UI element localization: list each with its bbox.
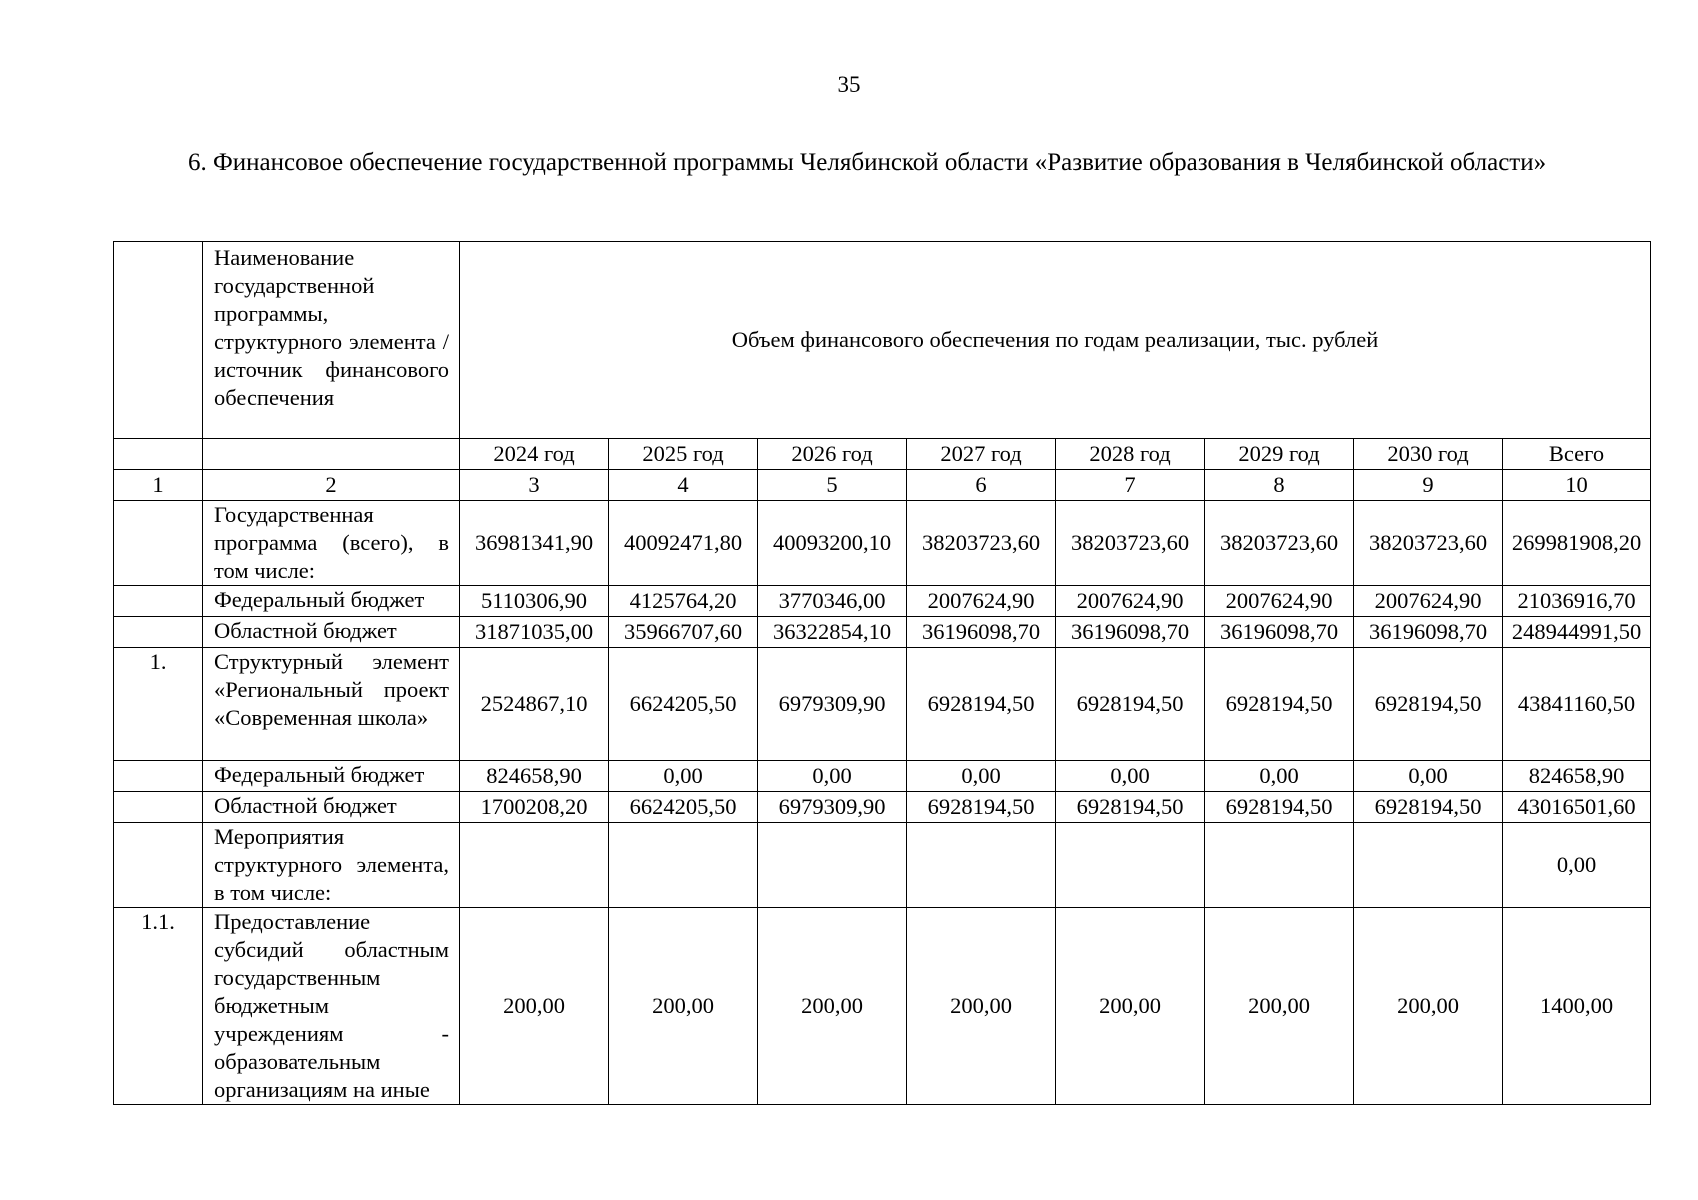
table-row	[114, 648, 1651, 761]
row-total: 269981908,20	[1503, 501, 1651, 586]
row-total: 824658,90	[1503, 761, 1651, 792]
row-value: 0,00	[907, 761, 1056, 792]
row-number: 1.	[114, 648, 203, 761]
row-value: 200,00	[460, 908, 609, 1105]
row-number: 1.1.	[114, 908, 203, 1105]
row-value	[1354, 823, 1503, 908]
row-total: 0,00	[1503, 823, 1651, 908]
column-number: 6	[907, 470, 1056, 501]
row-total: 248944991,50	[1503, 617, 1651, 648]
row-value: 200,00	[1056, 908, 1205, 1105]
row-value: 6928194,50	[1354, 792, 1503, 823]
year-header: 2024 год	[460, 439, 609, 470]
header-volume-cell: Объем финансового обеспечения по годам реализации, тыс. рублей	[460, 242, 1651, 439]
row-value: 36196098,70	[907, 617, 1056, 648]
row-value	[609, 823, 758, 908]
year-header: 2025 год	[609, 439, 758, 470]
row-total: 21036916,70	[1503, 586, 1651, 617]
page-number: 35	[837, 72, 861, 97]
row-name: Областной бюджет	[203, 792, 460, 823]
row-value: 200,00	[1354, 908, 1503, 1105]
financing-table	[113, 241, 1651, 1105]
column-number: 7	[1056, 470, 1205, 501]
row-value: 824658,90	[460, 761, 609, 792]
row-value: 2007624,90	[1354, 586, 1503, 617]
row-value: 2007624,90	[1205, 586, 1354, 617]
table-row	[114, 792, 1651, 823]
table-row	[114, 501, 1651, 586]
row-name: Мероприятия структурного элемента, в том числе:	[203, 823, 460, 908]
row-name: Федеральный бюджет	[203, 761, 460, 792]
table-row	[114, 586, 1651, 617]
header-row-main	[114, 242, 1651, 439]
row-value: 6928194,50	[1056, 648, 1205, 761]
row-value: 40092471,80	[609, 501, 758, 586]
row-number	[114, 792, 203, 823]
row-name: Структурный элемент «Региональный проект «Современная школа»	[203, 648, 460, 761]
row-value	[907, 823, 1056, 908]
row-number	[114, 761, 203, 792]
row-value: 0,00	[1354, 761, 1503, 792]
row-number	[114, 586, 203, 617]
row-value: 40093200,10	[758, 501, 907, 586]
row-value	[1205, 823, 1354, 908]
row-value: 3770346,00	[758, 586, 907, 617]
year-header: 2026 год	[758, 439, 907, 470]
row-name: Государственная программа (всего), в том числе:	[203, 501, 460, 586]
row-value: 38203723,60	[907, 501, 1056, 586]
row-total: 43841160,50	[1503, 648, 1651, 761]
table-row	[114, 823, 1651, 908]
row-value: 5110306,90	[460, 586, 609, 617]
row-value: 200,00	[609, 908, 758, 1105]
row-number	[114, 501, 203, 586]
row-value: 200,00	[907, 908, 1056, 1105]
row-value: 31871035,00	[460, 617, 609, 648]
row-value: 6624205,50	[609, 648, 758, 761]
row-value: 6979309,90	[758, 792, 907, 823]
row-name: Федеральный бюджет	[203, 586, 460, 617]
year-header: 2030 год	[1354, 439, 1503, 470]
row-value: 6928194,50	[1056, 792, 1205, 823]
row-name: Областной бюджет	[203, 617, 460, 648]
year-header: 2027 год	[907, 439, 1056, 470]
year-header: 2028 год	[1056, 439, 1205, 470]
row-total: 43016501,60	[1503, 792, 1651, 823]
row-value: 36196098,70	[1354, 617, 1503, 648]
row-value: 36196098,70	[1205, 617, 1354, 648]
column-number: 5	[758, 470, 907, 501]
row-value: 0,00	[1056, 761, 1205, 792]
row-value: 200,00	[758, 908, 907, 1105]
table-row	[114, 617, 1651, 648]
header-empty-cell	[203, 439, 460, 470]
table-row	[114, 761, 1651, 792]
row-number	[114, 617, 203, 648]
row-value: 2007624,90	[1056, 586, 1205, 617]
row-value	[460, 823, 609, 908]
row-number	[114, 823, 203, 908]
header-empty-cell	[114, 242, 203, 439]
row-value: 6624205,50	[609, 792, 758, 823]
row-value: 2007624,90	[907, 586, 1056, 617]
row-name: Предоставление субсидий областным государственным бюджетным учреждениям - образовательным организациям на иные	[203, 908, 460, 1105]
row-value: 38203723,60	[1056, 501, 1205, 586]
table-row	[114, 908, 1651, 1105]
row-value: 36981341,90	[460, 501, 609, 586]
header-name-cell: Наименование государственной программы, структурного элемента / источник финансового обеспечения	[203, 242, 460, 439]
row-value: 6928194,50	[1205, 792, 1354, 823]
column-number: 10	[1503, 470, 1651, 501]
row-value: 1700208,20	[460, 792, 609, 823]
row-value	[758, 823, 907, 908]
row-value: 36196098,70	[1056, 617, 1205, 648]
row-value	[1056, 823, 1205, 908]
row-value: 6928194,50	[907, 792, 1056, 823]
row-value: 2524867,10	[460, 648, 609, 761]
section-heading: 6. Финансовое обеспечение государственной программы Челябинской области «Развитие образования в Челябинской области»	[188, 149, 1547, 176]
row-value: 6928194,50	[1354, 648, 1503, 761]
row-value: 6979309,90	[758, 648, 907, 761]
column-number: 2	[203, 470, 460, 501]
row-value: 38203723,60	[1354, 501, 1503, 586]
header-empty-cell	[114, 439, 203, 470]
row-value: 0,00	[758, 761, 907, 792]
row-value: 0,00	[609, 761, 758, 792]
row-value: 36322854,10	[758, 617, 907, 648]
column-number: 8	[1205, 470, 1354, 501]
column-number: 4	[609, 470, 758, 501]
row-value: 6928194,50	[907, 648, 1056, 761]
column-number: 9	[1354, 470, 1503, 501]
row-value: 0,00	[1205, 761, 1354, 792]
row-value: 38203723,60	[1205, 501, 1354, 586]
row-value: 4125764,20	[609, 586, 758, 617]
column-number: 1	[114, 470, 203, 501]
column-numbers-row	[114, 470, 1651, 501]
header-row-years	[114, 439, 1651, 470]
row-value: 200,00	[1205, 908, 1354, 1105]
row-value: 6928194,50	[1205, 648, 1354, 761]
row-total: 1400,00	[1503, 908, 1651, 1105]
column-number: 3	[460, 470, 609, 501]
total-header: Всего	[1503, 439, 1651, 470]
year-header: 2029 год	[1205, 439, 1354, 470]
row-value: 35966707,60	[609, 617, 758, 648]
